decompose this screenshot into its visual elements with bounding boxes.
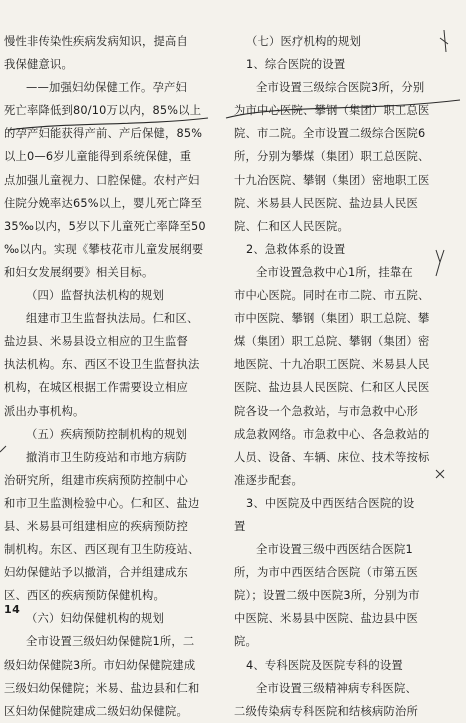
right-column-line: 3、中医院及中西医结合医院的设 (246, 496, 415, 510)
right-column-line: 煤（集团）职工总院、攀钢（集团）密 (234, 335, 430, 349)
left-column-line: 和市卫生监测检验中心。仁和区、盐边 (4, 496, 200, 510)
left-column-line: 住院分娩率达65%以上，婴儿死亡降至 (4, 196, 203, 210)
left-column-line: 制机构。东区、西区现有卫生防疫站、 (4, 543, 200, 557)
left-column-line: 妇幼保健站予以撤消，合并组建成东 (4, 566, 188, 580)
right-column-line: 十九冶医院、攀钢（集团）密地职工医 (234, 173, 430, 187)
right-column-line: 所，分别为攀煤（集团）职工总医院、 (234, 150, 430, 164)
left-column-line: 治研究所，组建市疾病预防控制中心 (4, 473, 188, 487)
left-column-line: 慢性非传染性疾病发病知识，提高自 (4, 35, 188, 48)
left-column-line: （四）监督执法机构的规划 (26, 289, 164, 303)
right-column-line: 市中医院、攀钢（集团）职工总院、攀 (234, 312, 430, 326)
right-column-line: 院、市二院。全市设置二级综合医院6 (234, 127, 426, 141)
right-column-line: 准逐步配套。 (234, 473, 303, 487)
left-column-line: 级妇幼保健院3所。市妇幼保健院建成 (4, 658, 196, 672)
right-column-line: 全市设置三级中西医结合医院1 (256, 543, 413, 557)
right-column-line: 1、综合医院的设置 (246, 58, 346, 72)
left-column-line: （六）妇幼保健机构的规划 (26, 612, 164, 626)
right-column-line: 院）；设置二级中医院3所，分别为市 (234, 589, 420, 603)
right-column-line: 二级传染病专科医院和结核病防治所 (234, 704, 418, 718)
left-column-line: 点加强儿童视力、口腔保健。农村产妇 (4, 173, 200, 187)
right-column-line: 置 (234, 519, 246, 533)
left-column-line: 盐边县、米易县设立相应的卫生监督 (4, 335, 188, 349)
page-number: 14 (4, 603, 21, 616)
left-column-line: 区妇幼保健院建成二级妇幼保健院。 (4, 704, 188, 718)
left-column-line: 以上0—6岁儿童能得到系统保健，重 (4, 150, 192, 164)
right-column-line: 4、专科医院及医院专科的设置 (246, 658, 403, 672)
left-column-line: 区、西区的疾病预防保健机构。 (4, 589, 165, 603)
right-text-column (234, 30, 456, 723)
right-column-line: 市中心医院。同时在市二院、市五院、 (234, 289, 430, 303)
left-column-line: 派出办事机构。 (4, 404, 85, 418)
right-column-line: 全市设置急救中心1所，挂靠在 (256, 265, 413, 279)
right-column-line: 医院、盐边县人民医院、仁和区人民医 (234, 381, 430, 395)
right-column-line: 成急救网络。市急救中心、各急救站的 (234, 427, 430, 441)
right-column-line: 地医院、十九冶职工医院、米易县人民 (234, 358, 430, 372)
left-column-line: 全市设置三级妇幼保健院1所，二 (26, 635, 195, 649)
left-column-line: 组建市卫生监督执法局。仁和区、 (26, 312, 199, 326)
left-column-line: 的孕产妇能获得产前、产后保健，85% (4, 127, 203, 141)
left-column-line: 机构，在城区根据工作需要设立相应 (4, 381, 188, 395)
right-column-line: 院、米易县人民医院、盐边县人民医 (234, 196, 418, 210)
left-text-column (4, 30, 216, 723)
left-column-line: 县、米易县可组建相应的疾病预防控 (4, 519, 188, 533)
left-column-line: 死亡率降低到80/10万以内，85%以上 (4, 104, 202, 118)
right-column-line: 全市设置三级综合医院3所，分别 (256, 81, 425, 95)
left-column-line: 执法机构。东、西区不设卫生监督执法 (4, 358, 200, 372)
right-column-line: 为市中心医院、攀钢（集团）职工总医 (234, 104, 430, 118)
right-column-line: 院各设一个急救站，与市急救中心形 (234, 404, 418, 418)
right-column-line: 所，为市中西医结合医院（市第五医 (234, 566, 418, 580)
left-column-line: 35‰以内，5岁以下儿童死亡率降至50 (4, 219, 206, 233)
left-column-line: ——加强妇幼保健工作。孕产妇 (26, 81, 187, 95)
right-column-line: 全市设置三级精神病专科医院、 (256, 681, 417, 695)
left-column-line: （五）疾病预防控制机构的规划 (26, 427, 187, 441)
left-column-line: 和妇女发展纲要》相关目标。 (4, 265, 154, 279)
left-column-line: 我保健意识。 (4, 58, 73, 72)
left-column-line: 三级妇幼保健院；米易、盐边县和仁和 (4, 681, 200, 695)
right-column-line: （七）医疗机构的规划 (246, 35, 361, 48)
left-column-line: ‰以内。实现《攀枝花市儿童发展纲要 (4, 242, 204, 256)
right-column-line: 院。 (234, 635, 257, 649)
left-column-line: 撤消市卫生防疫站和市地方病防 (26, 450, 187, 464)
right-column-line: 2、急救体系的设置 (246, 242, 346, 256)
right-column-line: 院、仁和区人民医院。 (234, 219, 349, 233)
right-column-line: 中医院、米易县中医院、盐边县中医 (234, 612, 418, 626)
right-column-line: 人员、设备、车辆、床位、技术等按标 (234, 450, 430, 464)
